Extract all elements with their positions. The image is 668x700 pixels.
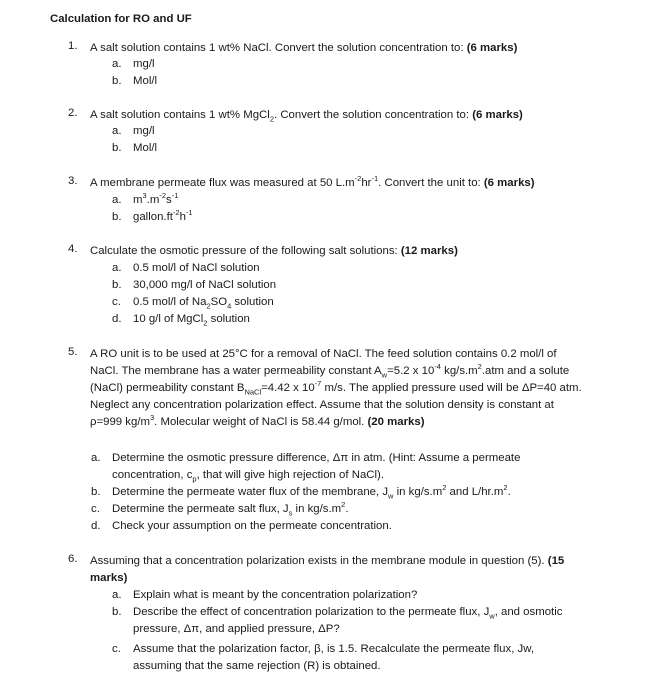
text-part: , and osmotic (494, 606, 563, 618)
subscript: s (288, 508, 293, 518)
text-part: 10 g/l of MgCl (133, 313, 204, 325)
question-body: . Convert the solution concentration to: (273, 109, 470, 121)
question-line (90, 363, 600, 380)
question-marks: marks) (90, 572, 128, 584)
sub-item-letter: b. (112, 142, 122, 154)
subscript: w (388, 491, 394, 501)
superscript: 2 (477, 362, 482, 372)
subscript: NaCl (244, 387, 262, 397)
sub-item-line: Assume that the polarization factor, β, is 1.5. Recalculate the permeate flux, Jw, (133, 643, 534, 655)
unit-part: h (179, 211, 186, 223)
question-marks: (6 marks) (472, 109, 523, 121)
sub-item-letter: c. (112, 643, 121, 655)
unit-part: gallon.ft (133, 211, 173, 223)
question-number: 5. (68, 346, 78, 358)
question-body: A salt solution contains 1 wt% MgCl (90, 109, 270, 121)
text-part: 0.5 mol/l of Na (133, 296, 207, 308)
sub-item (0, 73, 668, 90)
question-marks: (20 marks) (367, 416, 425, 428)
question-body: Calculate the osmotic pressure of the following salt solutions: (90, 245, 398, 257)
superscript: 2 (341, 500, 346, 510)
question-marks: (6 marks) (483, 177, 535, 189)
sub-item-text: Check your assumption on the permeate concentration. (112, 520, 392, 532)
sub-item-text (112, 501, 592, 518)
subscript: 2 (206, 301, 211, 311)
sub-item (0, 277, 668, 294)
question-number: 1. (68, 40, 78, 52)
sub-item-text (133, 604, 593, 638)
question-number: 4. (68, 243, 78, 255)
superscript: -7 (314, 379, 322, 389)
question-text (90, 346, 600, 431)
text-part: Determine the permeate water flux of the membrane, J (112, 486, 389, 498)
text-part: . (507, 486, 511, 498)
sub-item-letter: a. (112, 58, 122, 70)
sub-item-text: Explain what is meant by the concentration polarization? (133, 589, 418, 601)
sub-item (0, 294, 668, 311)
text-part: (NaCl) permeability constant B (90, 382, 245, 394)
sub-item (0, 140, 668, 157)
sub-item-letter: b. (91, 486, 101, 498)
superscript: -1 (185, 208, 193, 218)
superscript: 3 (142, 191, 147, 201)
sub-item-letter: c. (91, 503, 100, 515)
sub-item (0, 311, 668, 328)
sub-item-letter: a. (112, 194, 122, 206)
sub-item-text (133, 192, 178, 209)
sub-item-line: assuming that the same rejection (R) is obtained. (133, 660, 381, 672)
superscript: -1 (371, 174, 379, 184)
question-number: 2. (68, 107, 78, 119)
text-part: , that will give high rejection of NaCl). (196, 469, 384, 481)
question-body: . Convert the unit to: (378, 177, 481, 189)
text-part: m/s. The applied pressure used will be ΔP=40 atm. (321, 382, 582, 394)
sub-item-line: Determine the osmotic pressure difference, Δπ in atm. (Hint: Assume a permeate (112, 452, 521, 464)
sub-item-text (112, 450, 592, 484)
question-marks: (15 (547, 555, 565, 567)
sub-item (0, 192, 668, 209)
question-line (90, 414, 600, 431)
subscript: 4 (227, 301, 232, 311)
text-part: kg/s.m (440, 365, 478, 377)
subscript: p (192, 474, 197, 484)
sub-item-letter: a. (112, 262, 122, 274)
question-line: Neglect any concentration polarization effect. Assume that the solution density is constant at (90, 399, 554, 411)
sub-item-text: 30,000 mg/l of NaCl solution (133, 279, 277, 291)
sub-item-letter: c. (112, 296, 121, 308)
question-number: 3. (68, 175, 78, 187)
question-number: 6. (68, 553, 78, 565)
text-part: Determine the permeate salt flux, J (112, 503, 289, 515)
text-part: in kg/s.m (393, 486, 443, 498)
question-text (90, 40, 600, 57)
sub-item-letter: a. (112, 125, 122, 137)
question-text (90, 107, 600, 124)
sub-item-text (112, 484, 592, 501)
subscript: 2 (203, 318, 208, 328)
question-line (90, 380, 600, 397)
sub-item-text (133, 294, 274, 311)
sub-item-letter: a. (91, 452, 101, 464)
sub-item-text: mg/l (133, 58, 155, 70)
unit-part: .m (146, 194, 160, 206)
question-line: A RO unit is to be used at 25°C for a removal of NaCl. The feed solution contains 0.2 mol/l of (90, 348, 557, 360)
sub-item (0, 260, 668, 277)
question-text (90, 175, 600, 192)
sub-item-text: Mol/l (133, 75, 158, 87)
sub-item (0, 56, 668, 73)
text-part: ρ=999 kg/m (90, 416, 150, 428)
text-part: . (345, 503, 349, 515)
text-part: . Molecular weight of NaCl is 58.44 g/mol. (154, 416, 365, 428)
sub-item-letter: b. (112, 606, 122, 618)
sub-item-text: Mol/l (133, 142, 158, 154)
text-part: NaCl. The membrane has a water permeability constant A (90, 365, 382, 377)
text-part: Describe the effect of concentration polarization to the permeate flux, J (133, 606, 490, 618)
sub-item-text: 0.5 mol/l of NaCl solution (133, 262, 260, 274)
sub-item-text (133, 311, 250, 328)
sub-item-letter: b. (112, 75, 122, 87)
unit-part: s (166, 194, 172, 206)
subscript: w (489, 611, 495, 621)
superscript: -1 (171, 191, 179, 201)
text-part: Assuming that a concentration polarization exists in the membrane module in question (5). (90, 555, 545, 567)
superscript: 3 (149, 413, 155, 423)
text-part: =5.2 x 10 (387, 365, 435, 377)
document-title: Calculation for RO and UF (50, 13, 192, 25)
superscript: -2 (354, 174, 362, 184)
text-part: concentration, c (112, 469, 193, 481)
sub-item-letter: b. (112, 279, 122, 291)
text-part: in kg/s.m (292, 503, 342, 515)
unit-part: m (133, 194, 143, 206)
sub-item-letter: b. (112, 211, 122, 223)
text-part: =4.42 x 10 (261, 382, 315, 394)
sub-item (0, 123, 668, 140)
superscript: -4 (434, 362, 441, 372)
question-body: hr (361, 177, 372, 189)
subscript: w (381, 370, 388, 380)
sub-item-text (133, 641, 593, 675)
question-body: A salt solution contains 1 wt% NaCl. Convert the solution concentration to: (90, 42, 464, 54)
question-marks: (6 marks) (466, 42, 518, 54)
sub-item-letter: d. (112, 313, 122, 325)
sub-item-text: mg/l (133, 125, 155, 137)
text-part: solution (231, 296, 274, 308)
text-part: .atm and a solute (481, 365, 570, 377)
sub-item-letter: a. (112, 589, 122, 601)
sub-item-line: pressure, Δπ, and applied pressure, ΔP? (133, 623, 340, 635)
sub-item-line (112, 467, 592, 484)
question-line (90, 553, 600, 570)
question-line (90, 570, 600, 587)
sub-item-line (133, 604, 593, 621)
subscript: 2 (269, 114, 274, 124)
superscript: -2 (172, 208, 180, 218)
sub-item-text (133, 209, 193, 226)
question-body: A membrane permeate flux was measured at 50 L.m (90, 177, 355, 189)
text-part: solution (207, 313, 250, 325)
sub-item (0, 209, 668, 226)
text-part: SO (210, 296, 228, 308)
question-marks: (12 marks) (400, 245, 458, 257)
question-text (90, 243, 600, 260)
superscript: 2 (442, 483, 447, 493)
text-part: and L/hr.m (446, 486, 504, 498)
superscript: 2 (503, 483, 508, 493)
sub-item-letter: d. (91, 520, 101, 532)
question-text (90, 553, 600, 587)
superscript: -2 (159, 191, 166, 201)
